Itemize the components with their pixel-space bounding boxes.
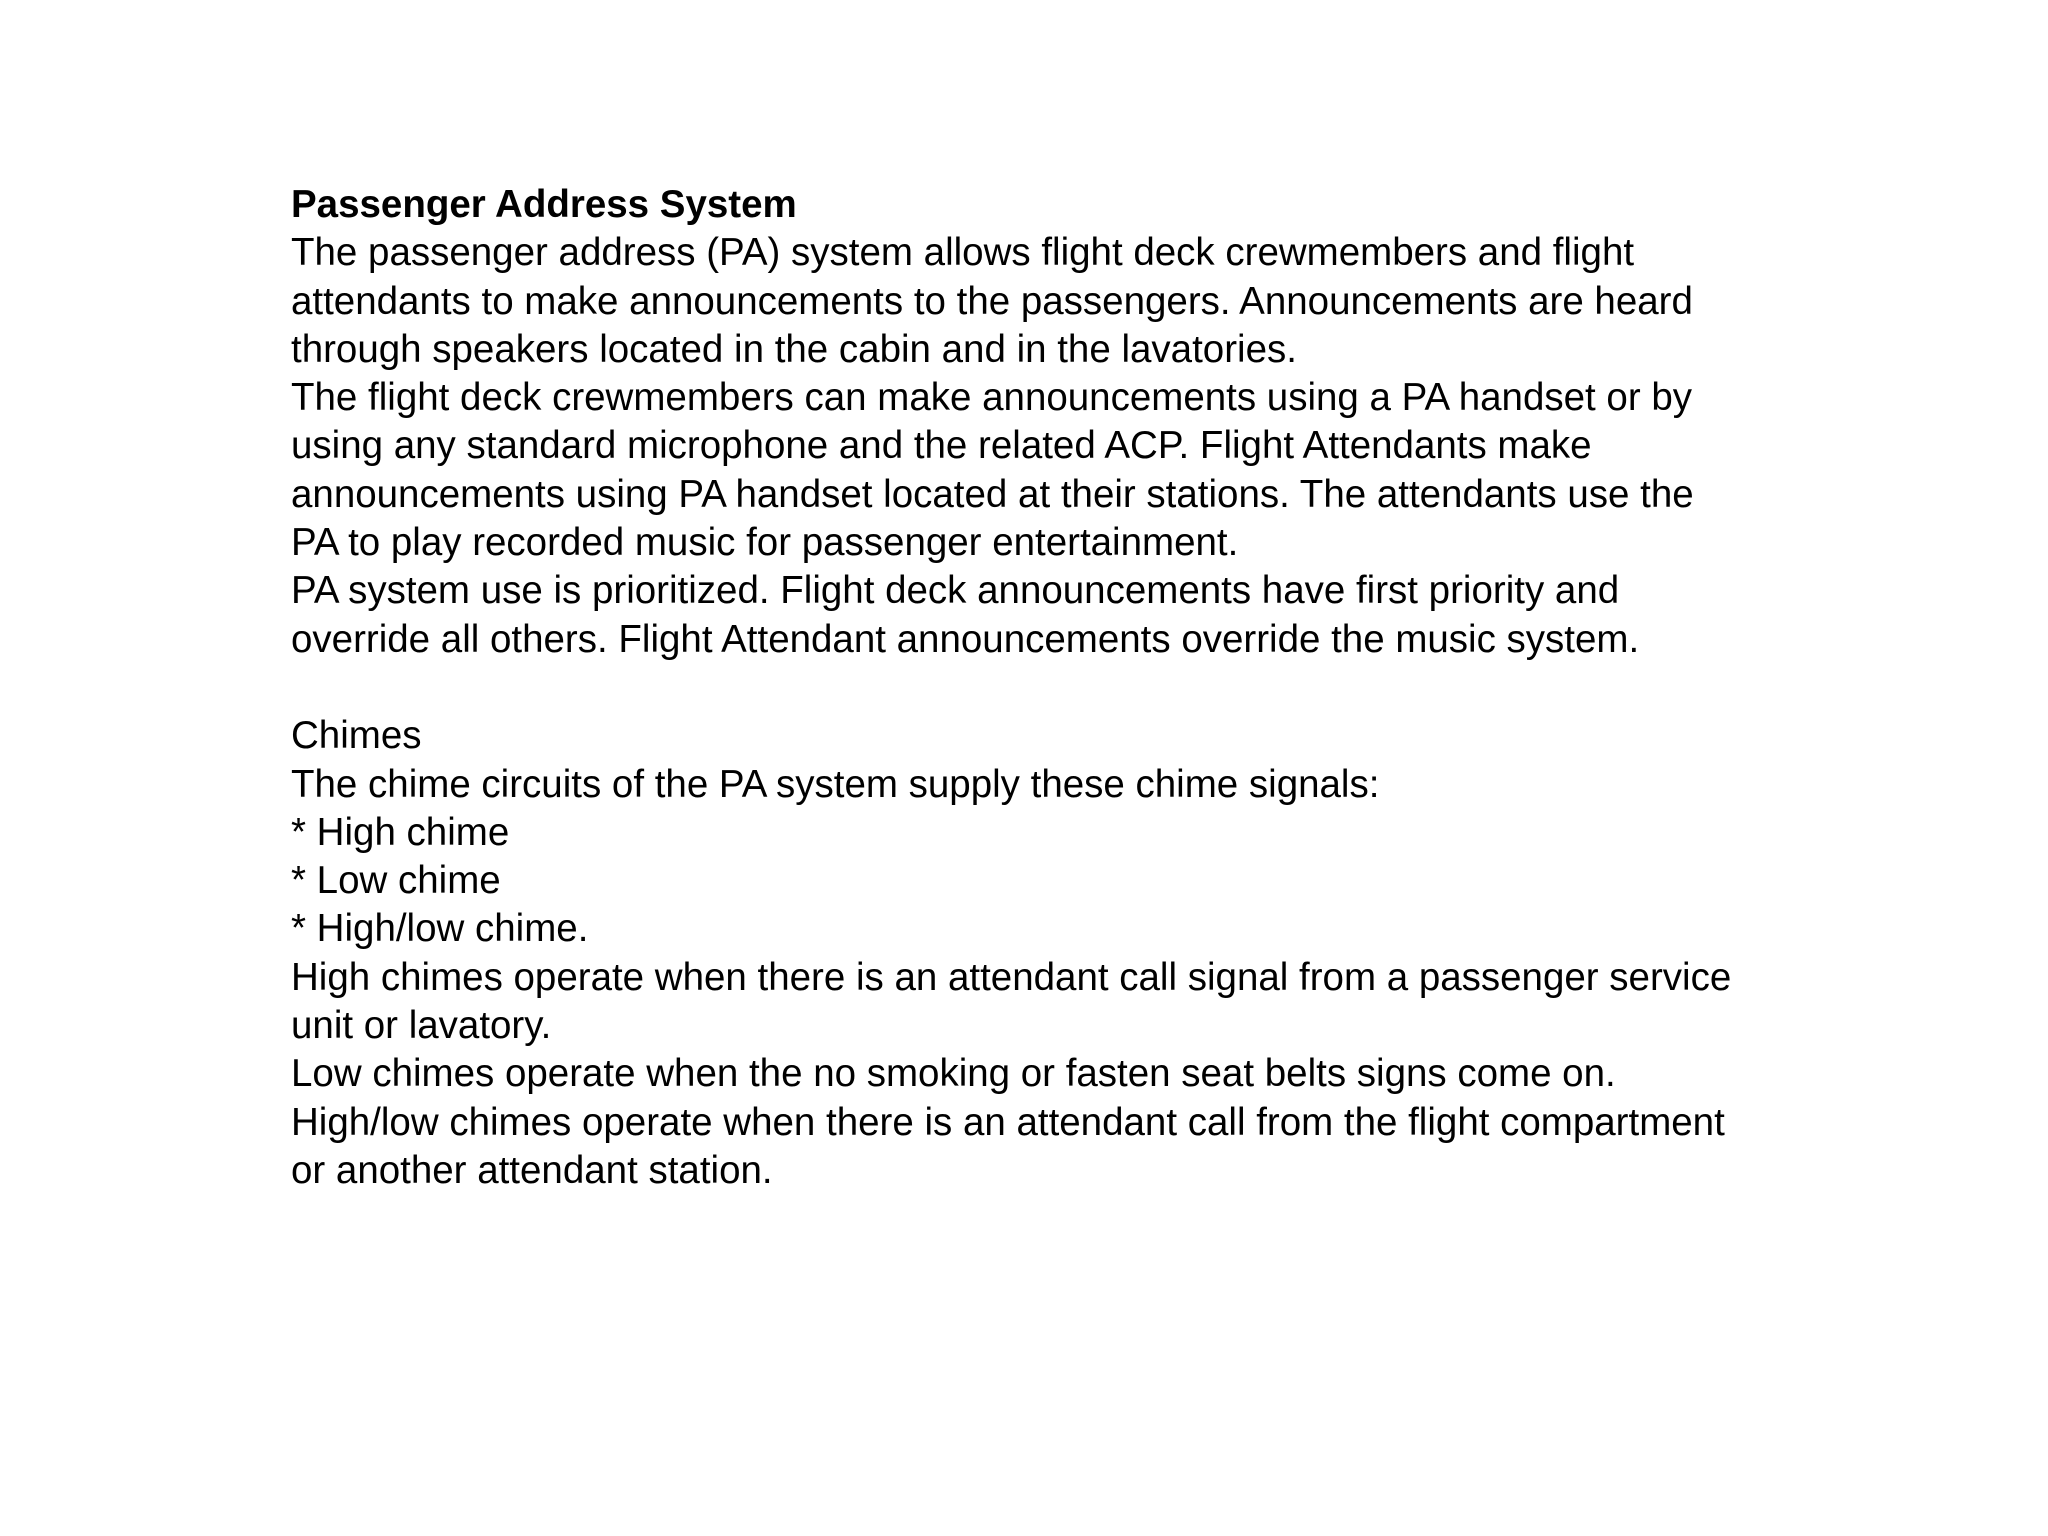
section-title-chimes: Chimes <box>291 714 422 758</box>
paragraph-line: announcements using PA handset located at their stations. The attendants use the <box>291 472 1694 516</box>
list-item: * Low chime <box>291 859 501 903</box>
paragraph-line: attendants to make announcements to the passengers. Announcements are heard <box>291 279 1693 323</box>
paragraph-line: PA to play recorded music for passenger entertainment. <box>291 521 1239 565</box>
paragraph-line: PA system use is prioritized. Flight deck announcements have first priority and <box>291 569 1620 613</box>
paragraph-line: Low chimes operate when the no smoking or fasten seat belts signs come on. <box>291 1052 1616 1096</box>
paragraph-line: High chimes operate when there is an attendant call signal from a passenger service <box>291 955 1732 999</box>
list-item: * High/low chime. <box>291 907 589 951</box>
paragraph-line: unit or lavatory. <box>291 1004 552 1048</box>
paragraph-line: through speakers located in the cabin and in the lavatories. <box>291 327 1297 371</box>
section-spacer <box>291 664 1851 712</box>
paragraph-line: override all others. Flight Attendant announcements override the music system. <box>291 617 1640 661</box>
section-title-passenger-address-system: Passenger Address System <box>291 183 797 226</box>
paragraph-line: using any standard microphone and the related ACP. Flight Attendants make <box>291 424 1592 468</box>
paragraph-line: High/low chimes operate when there is an attendant call from the flight compartment <box>291 1100 1725 1144</box>
paragraph-line: The flight deck crewmembers can make announcements using a PA handset or by <box>291 376 1693 420</box>
list-item: * High chime <box>291 810 510 854</box>
document-body <box>291 181 1851 1195</box>
paragraph-line: The chime circuits of the PA system supply these chime signals: <box>291 762 1380 806</box>
paragraph-line: The passenger address (PA) system allows flight deck crewmembers and flight <box>291 231 1635 275</box>
paragraph-line: or another attendant station. <box>291 1148 773 1192</box>
